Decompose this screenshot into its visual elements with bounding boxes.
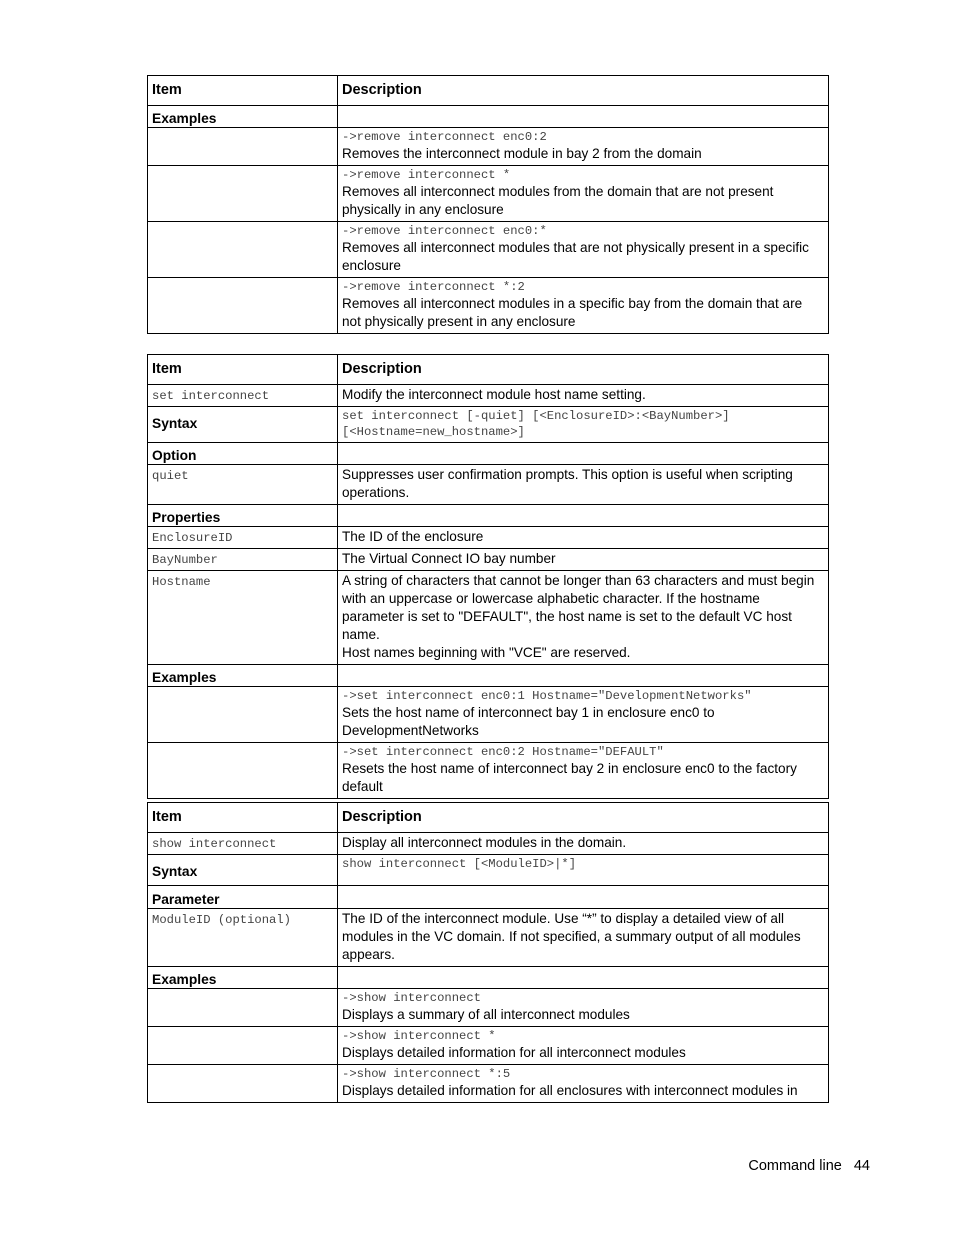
parameter-label: Parameter: [148, 886, 338, 909]
example-description: Removes the interconnect module in bay 2 from the domain: [342, 146, 702, 161]
example-command: ->remove interconnect enc0:2: [342, 130, 547, 144]
table-row: [148, 527, 829, 549]
table-row: [148, 989, 829, 1027]
section-row: [148, 106, 829, 128]
parameter-name: ModuleID (optional): [152, 913, 291, 927]
parameter-description: The ID of the interconnect module. Use “*” to display a detailed view of all modules in the VC domain. If not specified, a summary output of all modules appears.: [338, 909, 829, 967]
remove-interconnect-examples-table: [147, 75, 829, 334]
example-command: ->show interconnect: [342, 991, 481, 1005]
command-name: show interconnect: [152, 837, 277, 851]
command-name: set interconnect: [152, 389, 270, 403]
page-footer: [736, 1158, 870, 1174]
example-command: ->remove interconnect *: [342, 168, 511, 182]
examples-label: Examples: [148, 967, 338, 989]
table-row: [148, 549, 829, 571]
table-row: [148, 909, 829, 967]
table-row: [148, 166, 829, 222]
example-description: Sets the host name of interconnect bay 1 in enclosure enc0 to DevelopmentNetworks: [342, 705, 715, 738]
show-interconnect-table: [147, 802, 829, 1103]
syntax-line: set interconnect [-quiet] [<EnclosureID>:<BayNumber>]: [342, 409, 730, 423]
property-name: Hostname: [152, 575, 211, 589]
section-row: [148, 505, 829, 527]
table-row: [148, 1065, 829, 1103]
example-command: ->remove interconnect *:2: [342, 280, 525, 294]
header-description: Description: [338, 803, 829, 833]
command-description: Display all interconnect modules in the domain.: [338, 833, 829, 855]
example-command: ->set interconnect enc0:2 Hostname="DEFAULT": [342, 745, 664, 759]
footer-section-title: Command line: [748, 1158, 842, 1174]
page-number: 44: [853, 1158, 870, 1174]
table-header-row: [148, 803, 829, 833]
syntax-line: show interconnect [<ModuleID>|*]: [342, 857, 577, 871]
table-row: [148, 407, 829, 443]
property-description: A string of characters that cannot be longer than 63 characters and must begin with an uppercase or lowercase alphabetic character. If the hostname parameter is set to "DEFAULT", the host name is set to the default VC host name.: [342, 573, 815, 642]
table-header-row: [148, 355, 829, 385]
table-row: [148, 687, 829, 743]
set-interconnect-table: [147, 354, 829, 799]
section-row: [148, 665, 829, 687]
section-row: [148, 967, 829, 989]
example-description: Resets the host name of interconnect bay 2 in enclosure enc0 to the factory default: [342, 761, 797, 794]
examples-label: Examples: [148, 106, 338, 128]
property-description: The Virtual Connect IO bay number: [338, 549, 829, 571]
property-description: The ID of the enclosure: [338, 527, 829, 549]
example-description: Removes all interconnect modules that are not physically present in a specific enclosure: [342, 240, 809, 273]
header-item: Item: [148, 803, 338, 833]
example-description: Removes all interconnect modules in a specific bay from the domain that are not physically present in any enclosure: [342, 296, 803, 329]
example-command: ->show interconnect *:5: [342, 1067, 511, 1081]
table-row: [148, 465, 829, 505]
table-row: [148, 1027, 829, 1065]
table-row: [148, 743, 829, 799]
option-label: Option: [148, 443, 338, 465]
table-row: [148, 855, 829, 886]
command-description: Modify the interconnect module host name setting.: [338, 385, 829, 407]
property-name: BayNumber: [152, 553, 218, 567]
header-description: Description: [338, 76, 829, 106]
example-description: Displays detailed information for all interconnect modules: [342, 1045, 686, 1060]
syntax-label: Syntax: [148, 855, 338, 886]
syntax-line: [<Hostname=new_hostname>]: [342, 425, 525, 439]
table-row: [148, 571, 829, 665]
example-description: Displays detailed information for all enclosures with interconnect modules in: [342, 1083, 798, 1098]
examples-label: Examples: [148, 665, 338, 687]
table-row: [148, 385, 829, 407]
section-row: [148, 886, 829, 909]
option-description: Suppresses user confirmation prompts. This option is useful when scripting operations.: [338, 465, 829, 505]
example-description: Displays a summary of all interconnect modules: [342, 1007, 630, 1022]
example-command: ->remove interconnect enc0:*: [342, 224, 547, 238]
header-description: Description: [338, 355, 829, 385]
example-description: Removes all interconnect modules from the domain that are not present physically in any enclosure: [342, 184, 774, 217]
table-row: [148, 222, 829, 278]
table-row: [148, 833, 829, 855]
property-note: Host names beginning with "VCE" are reserved.: [342, 645, 631, 660]
properties-label: Properties: [148, 505, 338, 527]
example-command: ->set interconnect enc0:1 Hostname="DevelopmentNetworks": [342, 689, 752, 703]
example-command: ->show interconnect *: [342, 1029, 496, 1043]
table-row: [148, 278, 829, 334]
header-item: Item: [148, 76, 338, 106]
option-name: quiet: [152, 469, 189, 483]
table-header-row: [148, 76, 829, 106]
section-row: [148, 443, 829, 465]
property-name: EnclosureID: [152, 531, 233, 545]
syntax-label: Syntax: [148, 407, 338, 443]
table-row: [148, 128, 829, 166]
header-item: Item: [148, 355, 338, 385]
